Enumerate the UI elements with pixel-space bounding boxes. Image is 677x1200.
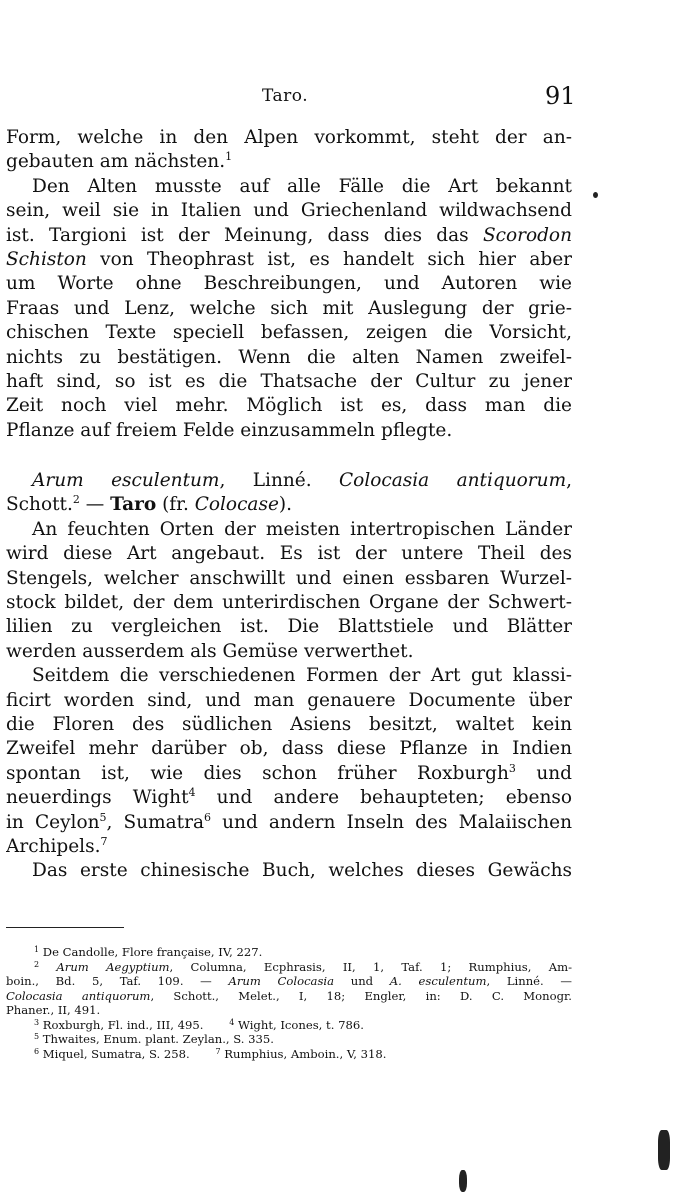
text-line: Seitdem die verschiedenen Formen der Art gut klassi- bbox=[32, 665, 572, 687]
footnote: $^6$ Miquel, Sumatra, S. 258. $^7$ Rumphius, Amboin., V, 318. bbox=[34, 1046, 387, 1061]
text-line: Zeit noch viel mehr. Möglich ist es, dass man die bbox=[6, 395, 572, 417]
italic-term: Scorodon bbox=[482, 224, 572, 246]
print-speck bbox=[459, 1170, 467, 1192]
text-line: haft sind, so ist es die Thatsache der Cultur zu jener bbox=[6, 370, 572, 392]
body-text bbox=[6, 126, 572, 884]
text-line: Zweifel mehr darüber ob, dass diese Pflanze in Indien bbox=[6, 738, 572, 760]
text-line: chischen Texte speciell befassen, zeigen die Vorsicht, bbox=[6, 322, 572, 344]
footnote-ref: 5 bbox=[99, 810, 107, 824]
footnote: $^3$ Roxburgh, Fl. ind., III, 495. $^4$ Wight, Icones, t. 786. bbox=[34, 1017, 364, 1032]
species-heading-line: Schott.$^2$ — Taro (fr. Colocase). bbox=[6, 493, 293, 516]
footnote-rule bbox=[6, 927, 124, 928]
text-line: in Ceylon$^5$, Sumatra$^6$ und andern Inseln des Malaiischen bbox=[6, 810, 572, 833]
footnotes bbox=[6, 945, 572, 1061]
footnote: $^1$ De Candolle, Flore française, IV, 227. bbox=[34, 945, 263, 959]
page-header bbox=[0, 84, 677, 112]
text-line: gebauten am nächsten.$^1$ bbox=[6, 150, 233, 173]
text-line: lilien zu vergleichen ist. Die Blattstiele und Blätter bbox=[6, 616, 572, 638]
page-number: 91 bbox=[545, 82, 576, 110]
footnote-ref: 6 bbox=[203, 810, 211, 824]
text-line: Den Alten musste auf alle Fälle die Art bekannt bbox=[32, 175, 572, 197]
running-head: Taro. bbox=[262, 86, 309, 106]
text-line: Archipels.$^7$ bbox=[6, 834, 108, 857]
text-line: um Worte ohne Beschreibungen, und Autoren wie bbox=[6, 273, 572, 295]
footnote-line: boin., Bd. 5, Taf. 109. — Arum Colocasia und A. esculentum, Linné. — bbox=[6, 974, 572, 988]
footnote-ref: 4 bbox=[188, 786, 196, 800]
text-line: Schiston von Theophrast ist, es handelt sich hier aber bbox=[6, 248, 572, 270]
text-line: Das erste chinesische Buch, welches dieses Gewächs bbox=[32, 860, 572, 882]
text-line: ist. Targioni ist der Meinung, dass dies das Scorodon bbox=[6, 224, 572, 246]
footnote-line: Phaner., II, 491. bbox=[6, 1003, 101, 1017]
text-line: werden ausserdem als Gemüse verwerthet. bbox=[6, 640, 414, 662]
footnote-ref: 3 bbox=[508, 761, 516, 775]
species-name: Arum esculentum bbox=[32, 470, 220, 492]
section-gap bbox=[6, 443, 572, 469]
text-line: Pflanze auf freiem Felde einzusammeln pflegte. bbox=[6, 419, 453, 441]
footnote-line: Colocasia antiquorum, Schott., Melet., I, 18; Engler, in: D. C. Monogr. bbox=[6, 988, 572, 1003]
text-line: wird diese Art angebaut. Es ist der untere Theil des bbox=[6, 543, 572, 565]
text-line: spontan ist, wie dies schon früher Roxburgh$^3$ und bbox=[6, 761, 572, 784]
print-speck bbox=[593, 192, 598, 198]
text-line: Form, welche in den Alpen vorkommt, steht der an- bbox=[6, 127, 572, 148]
text-line: Fraas und Lenz, welche sich mit Auslegung der grie- bbox=[6, 297, 572, 319]
text-line: Stengels, welcher anschwillt und einen essbaren Wurzel- bbox=[6, 567, 572, 589]
text-line: An feuchten Orten der meisten intertropischen Länder bbox=[32, 518, 572, 540]
print-speck bbox=[658, 1130, 670, 1170]
text-line: die Floren des südlichen Asiens besitzt, waltet kein bbox=[6, 713, 572, 735]
text-line: ficirt worden sind, und man genauere Documente über bbox=[6, 689, 572, 711]
text-line: stock bildet, der dem unterirdischen Organe der Schwert- bbox=[6, 592, 572, 614]
species-heading-line: Arum esculentum, Linné. Colocasia antiquorum, bbox=[32, 470, 572, 492]
text-line: sein, weil sie in Italien und Griechenland wildwachsend bbox=[6, 200, 572, 222]
text-line: nichts zu bestätigen. Wenn die alten Namen zweifel- bbox=[6, 346, 572, 368]
common-name: Taro bbox=[110, 494, 157, 516]
footnote-ref: 7 bbox=[100, 834, 108, 848]
footnote: $^2$ Arum Aegyptium, Columna, Ecphrasis, II, 1, Taf. 1; Rumphius, Am- bbox=[34, 959, 572, 974]
species-synonym: Colocasia antiquorum bbox=[339, 470, 567, 492]
italic-term: Schiston bbox=[6, 248, 87, 270]
footnote: $^5$ Thwaites, Enum. plant. Zeylan., S. 335. bbox=[34, 1032, 274, 1046]
footnote-ref: 1 bbox=[225, 150, 233, 164]
footnote-ref: 2 bbox=[72, 493, 80, 507]
text-line: neuerdings Wight$^4$ und andere behaupteten; ebenso bbox=[6, 786, 572, 809]
